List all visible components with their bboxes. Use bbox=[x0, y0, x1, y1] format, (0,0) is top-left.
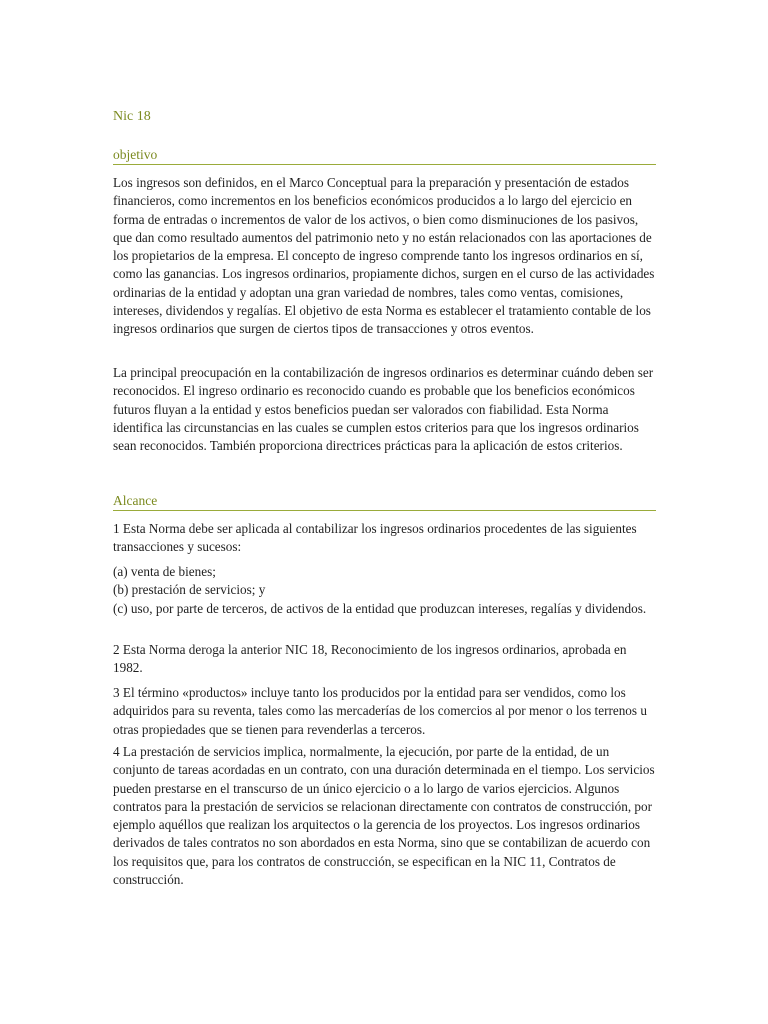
alcance-list-item-b: (b) prestación de servicios; y bbox=[113, 582, 266, 597]
alcance-list-item-a: (a) venta de bienes; bbox=[113, 564, 216, 579]
alcance-paragraph-4: 4 La prestación de servicios implica, normalmente, la ejecución, por parte de la entidad, de un conjunto de tareas acordadas en un contrato, con una duración determinada en el tiempo. Los servicios pueden prestarse en el transcurso de un único ejercicio o a lo largo de varios ejercicios. Algunos contratos para la prestación de servicios se relacionan directamente con contratos de construcción, por ejemplo aquéllos que realizan los arquitectos o la gerencia de los proyectos. Los ingresos ordinarios derivados de tales contratos no son abordados en esta Norma, sino que se contabilizan de acuerdo con los requisitos que, para los contratos de construcción, se especifican en la NIC 11, Contratos de construcción. bbox=[113, 744, 655, 888]
alcance-paragraph-1: 1 Esta Norma debe ser aplicada al contabilizar los ingresos ordinarios procedentes de las siguientes transacciones y sucesos: bbox=[113, 521, 637, 555]
section-heading-objetivo: objetivo bbox=[113, 146, 656, 165]
alcance-list-item-c: (c) uso, por parte de terceros, de activos de la entidad que produzcan intereses, regalías y dividendos. bbox=[113, 601, 647, 616]
objetivo-paragraph-2: La principal preocupación en la contabilización de ingresos ordinarios es determinar cuándo deben ser reconocidos. El ingreso ordinario es reconocido cuando es probable que los beneficios económicos futuros fluyan a la entidad y estos beneficios puedan ser valorados con fiabilidad. Esta Norma identifica las circunstancias en las cuales se cumplen estos criterios para que los ingresos ordinarios sean reconocidos. También proporciona directrices prácticas para la aplicación de estos criterios. bbox=[113, 365, 654, 454]
objetivo-paragraph-1: Los ingresos son definidos, en el Marco Conceptual para la preparación y presentación de estados financieros, como incrementos en los beneficios económicos producidos a lo largo del ejercicio en forma de entradas o incrementos de valor de los activos, o bien como disminuciones de los pasivos, que dan como resultado aumentos del patrimonio neto y no están relacionados con las aportaciones de los propietarios de la empresa. El concepto de ingreso comprende tanto los ingresos ordinarios en sí, como las ganancias. Los ingresos ordinarios, propiamente dichos, surgen en el curso de las actividades ordinarias de la entidad y adoptan una gran variedad de nombres, tales como ventas, comisiones, intereses, dividendos y regalías. El objetivo de esta Norma es establecer el tratamiento contable de los ingresos ordinarios que surgen de ciertos tipos de transacciones y otros eventos. bbox=[113, 175, 655, 337]
section-heading-alcance: Alcance bbox=[113, 492, 656, 511]
document-title: Nic 18 bbox=[113, 109, 151, 124]
alcance-paragraph-3: 3 El término «productos» incluye tanto los producidos por la entidad para ser vendidos, como los adquiridos para su reventa, tales como las mercaderías de los comercios al por menor o los terrenos u otras propiedades que se tienen para revenderlas a terceros. bbox=[113, 685, 647, 737]
alcance-paragraph-2: 2 Esta Norma deroga la anterior NIC 18, Reconocimiento de los ingresos ordinarios, aprobada en 1982. bbox=[113, 642, 627, 676]
